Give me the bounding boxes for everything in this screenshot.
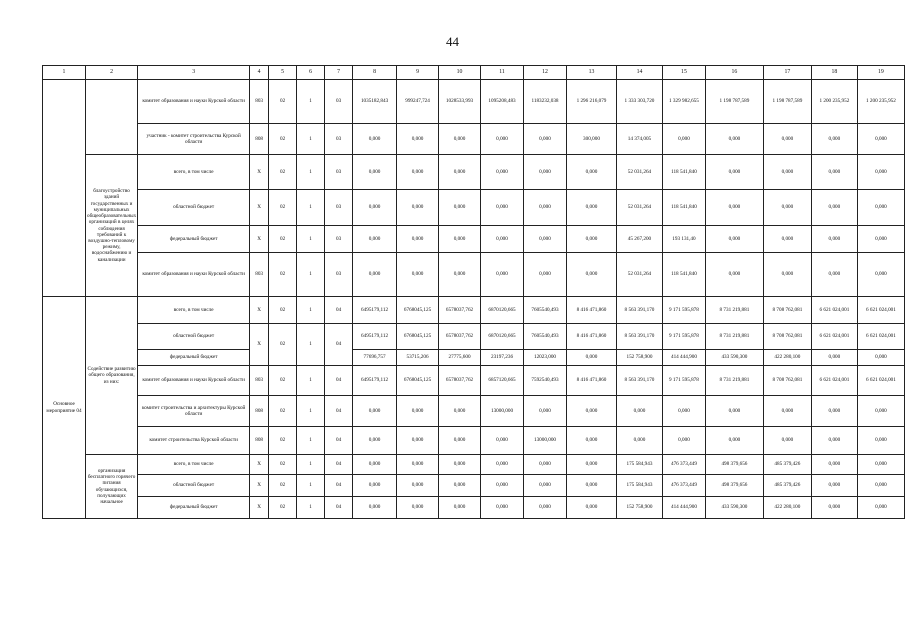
value-cell: 0,000 [439,455,481,475]
table-row [43,190,905,226]
table-row [43,366,905,396]
table-row [43,226,905,253]
code-cell: Х [250,226,269,253]
header-cell: 13 [566,66,616,80]
value-cell: 8 708 762,081 [763,366,811,396]
value-cell: 9 171 595,878 [662,324,705,350]
main-event-label: Основное мероприятие 04 [43,297,86,519]
value-cell: 0,000 [857,190,904,226]
code-cell: 808 [250,124,269,155]
table-row [43,396,905,427]
value-cell: 152 758,900 [616,497,662,519]
value-cell: 0,000 [397,455,439,475]
value-cell: 14 374,005 [616,124,662,155]
value-cell: 999247,724 [397,80,439,124]
code-cell: 1 [297,366,325,396]
code-cell: 03 [325,253,353,297]
value-cell: 0,000 [811,253,857,297]
row-label: участник - комитет строительства Курской области [138,124,250,155]
value-cell: 13000,000 [524,427,567,455]
value-cell: 0,000 [481,226,524,253]
value-cell: 8 731 219,881 [705,324,763,350]
code-cell: 1 [297,124,325,155]
value-cell: 0,000 [857,427,904,455]
value-cell: 8 563 391,170 [616,366,662,396]
header-cell: 8 [353,66,397,80]
code-cell: 02 [269,253,297,297]
value-cell: 0,000 [811,455,857,475]
code-cell: 1 [297,427,325,455]
value-cell: 0,000 [811,396,857,427]
code-cell: 04 [325,475,353,497]
value-cell: 6578037,762 [439,297,481,324]
value-cell: 8 563 391,170 [616,324,662,350]
header-cell: 1 [43,66,86,80]
value-cell: 0,000 [566,226,616,253]
table-row [43,324,905,350]
code-cell: 808 [250,396,269,427]
table-row [43,80,905,124]
value-cell: 6 621 024,001 [857,366,904,396]
code-cell: 03 [325,124,353,155]
value-cell: 0,000 [353,226,397,253]
value-cell: 0,000 [763,155,811,190]
value-cell: 6 621 024,001 [857,324,904,350]
code-cell: Х [250,475,269,497]
header-cell: 3 [138,66,250,80]
value-cell: 0,000 [857,124,904,155]
row-label: всего, в том числе [138,297,250,324]
code-cell: 803 [250,80,269,124]
row-label: областной бюджет [138,475,250,497]
code-cell: 803 [250,253,269,297]
value-cell: 1183232,038 [524,80,567,124]
value-cell: 6495179,112 [353,297,397,324]
value-cell: 193 131,40 [662,226,705,253]
row-label: областной бюджет [138,190,250,226]
value-cell: 0,000 [705,427,763,455]
table-row [43,253,905,297]
value-cell: 0,000 [705,190,763,226]
value-cell: 0,000 [857,155,904,190]
value-cell: 13000,000 [481,396,524,427]
value-cell: 0,000 [397,497,439,519]
code-cell: Х [250,190,269,226]
value-cell: 0,000 [524,475,567,497]
value-cell: 1035182,843 [353,80,397,124]
code-cell: Х [250,455,269,475]
value-cell: 52 031,264 [616,190,662,226]
value-cell: 485 379,426 [763,455,811,475]
value-cell: 8 708 762,081 [763,297,811,324]
value-cell: 0,000 [481,427,524,455]
code-cell: 02 [269,366,297,396]
value-cell: 0,000 [439,226,481,253]
value-cell: 52 031,264 [616,155,662,190]
value-cell: 0,000 [353,155,397,190]
value-cell: 0,000 [811,155,857,190]
value-cell: 52 031,264 [616,253,662,297]
budget-table [42,65,905,519]
code-cell: 02 [269,297,297,324]
value-cell: 0,000 [397,475,439,497]
header-cell: 5 [269,66,297,80]
value-cell: 0,000 [397,226,439,253]
value-cell: 0,000 [857,350,904,366]
code-cell: 02 [269,190,297,226]
value-cell: 0,000 [566,455,616,475]
value-cell: 6495179,112 [353,366,397,396]
table-row [43,475,905,497]
value-cell: 0,000 [397,396,439,427]
code-cell: 1 [297,324,325,366]
value-cell: 0,000 [353,497,397,519]
table-row [43,297,905,324]
header-cell: 11 [481,66,524,80]
value-cell: 23197,236 [481,350,524,366]
row-label: всего, в том числе [138,155,250,190]
value-cell: 0,000 [481,455,524,475]
header-cell: 10 [439,66,481,80]
value-cell: 0,000 [811,226,857,253]
value-cell: 0,000 [811,427,857,455]
value-cell: 485 379,426 [763,475,811,497]
value-cell: 0,000 [857,475,904,497]
value-cell: 53715,206 [397,350,439,366]
value-cell: 0,000 [566,253,616,297]
code-cell: 04 [325,396,353,427]
code-cell: Х [250,324,269,366]
value-cell: 6768045,125 [397,324,439,350]
value-cell: 0,000 [566,155,616,190]
value-cell: 0,000 [439,396,481,427]
value-cell: 1095208,483 [481,80,524,124]
value-cell: 0,000 [705,124,763,155]
code-cell: 1 [297,190,325,226]
code-cell: 04 [325,455,353,475]
row-label: комитет образования и науки Курской области [138,80,250,124]
value-cell: 6578037,762 [439,324,481,350]
value-cell: 300,000 [566,124,616,155]
code-cell: 02 [269,80,297,124]
value-cell: 0,000 [566,190,616,226]
value-cell: 0,000 [857,455,904,475]
blag-label: благоустройство зданий государственных и муниципальных общеобразовательных организаций в целях соблюдения требований к воздушно-тепловому режиму, водоснабжению и канализации [85,155,137,297]
header-cell: 18 [811,66,857,80]
col2-empty [85,80,137,155]
value-cell: 6 621 024,001 [857,297,904,324]
value-cell: 1028533,993 [439,80,481,124]
header-cell: 4 [250,66,269,80]
value-cell: 0,000 [763,124,811,155]
value-cell: 0,000 [705,396,763,427]
code-cell: Х [250,155,269,190]
value-cell: 0,000 [397,190,439,226]
value-cell: 9 171 595,878 [662,297,705,324]
sodeystvie-label: Содействие развитию общего образования, из них: [85,297,137,455]
value-cell: 175 584,943 [616,455,662,475]
value-cell: 77696,757 [353,350,397,366]
table-row [43,455,905,475]
value-cell: 0,000 [662,124,705,155]
value-cell: 0,000 [763,226,811,253]
organization-label: организация бесплатного горячего питания обучающихся, получающих начальное [85,455,137,519]
code-cell: 803 [250,366,269,396]
value-cell: 0,000 [524,190,567,226]
value-cell: 498 379,656 [705,455,763,475]
code-cell: 03 [325,80,353,124]
value-cell: 0,000 [397,155,439,190]
value-cell: 0,000 [616,396,662,427]
value-cell: 0,000 [439,253,481,297]
value-cell: 0,000 [857,497,904,519]
value-cell: 0,000 [566,497,616,519]
value-cell: 6768045,125 [397,366,439,396]
value-cell: 0,000 [439,475,481,497]
code-cell: 02 [269,455,297,475]
value-cell: 9 171 595,878 [662,366,705,396]
code-cell: 1 [297,226,325,253]
value-cell: 0,000 [481,155,524,190]
value-cell: 1 329 982,655 [662,80,705,124]
value-cell: 118 541,840 [662,155,705,190]
value-cell: 8 708 762,081 [763,324,811,350]
value-cell: 6870120,665 [481,324,524,350]
value-cell: 0,000 [524,396,567,427]
value-cell: 12023,000 [524,350,567,366]
value-cell: 0,000 [857,253,904,297]
code-cell: 02 [269,226,297,253]
header-cell: 6 [297,66,325,80]
value-cell: 8 416 471,860 [566,366,616,396]
table-row [43,350,905,366]
value-cell: 8 731 219,881 [705,297,763,324]
header-cell: 9 [397,66,439,80]
code-cell: 02 [269,396,297,427]
value-cell: 0,000 [353,427,397,455]
row-label: комитет образования и науки Курской области [138,366,250,396]
code-cell: Х [250,297,269,324]
value-cell: 0,000 [763,427,811,455]
row-label: комитет строительства и архитектуры Курской области [138,396,250,427]
value-cell: 0,000 [439,427,481,455]
code-cell: 02 [269,475,297,497]
value-cell: 414 444,900 [662,497,705,519]
value-cell: 0,000 [524,155,567,190]
value-cell: 0,000 [439,497,481,519]
row-label: всего, в том числе [138,455,250,475]
page-number: 44 [446,34,459,49]
value-cell: 0,000 [811,190,857,226]
table-row [43,155,905,190]
value-cell: 6 621 024,001 [811,324,857,350]
header-cell: 16 [705,66,763,80]
value-cell: 1 333 303,720 [616,80,662,124]
value-cell: 0,000 [353,190,397,226]
code-cell: 04 [325,297,353,324]
value-cell: 8 416 471,860 [566,297,616,324]
code-cell: 02 [269,427,297,455]
value-cell: 0,000 [705,253,763,297]
value-cell: 0,000 [524,124,567,155]
value-cell: 0,000 [353,124,397,155]
code-cell: 1 [297,396,325,427]
value-cell: 0,000 [524,253,567,297]
header-cell: 15 [662,66,705,80]
header-cell: 14 [616,66,662,80]
value-cell: 0,000 [811,475,857,497]
value-cell: 0,000 [763,396,811,427]
value-cell: 118 541,840 [662,253,705,297]
value-cell: 175 584,943 [616,475,662,497]
value-cell: 0,000 [397,124,439,155]
code-cell: 1 [297,155,325,190]
header-cell: 7 [325,66,353,80]
value-cell: 0,000 [857,396,904,427]
value-cell: 7605540,493 [524,297,567,324]
header-cell: 2 [85,66,137,80]
value-cell: 0,000 [662,396,705,427]
code-cell: 04 [325,497,353,519]
value-cell: 0,000 [439,190,481,226]
value-cell: 0,000 [524,226,567,253]
table-row [43,497,905,519]
code-cell: 02 [269,155,297,190]
code-cell: 03 [325,155,353,190]
code-cell: 1 [297,497,325,519]
value-cell: 0,000 [397,427,439,455]
value-cell: 0,000 [811,124,857,155]
row-label: федеральный бюджет [138,226,250,253]
value-cell: 6578037,762 [439,366,481,396]
table-row [43,124,905,155]
value-cell: 0,000 [705,155,763,190]
value-cell: 0,000 [566,396,616,427]
value-cell: 8 563 391,170 [616,297,662,324]
value-cell: 0,000 [481,497,524,519]
value-cell: 6 621 024,001 [811,366,857,396]
code-cell: Х [250,497,269,519]
value-cell: 0,000 [353,253,397,297]
header-cell: 12 [524,66,567,80]
value-cell: 1 200 235,952 [811,80,857,124]
code-cell: 1 [297,455,325,475]
value-cell: 6 621 024,001 [811,297,857,324]
value-cell: 0,000 [481,253,524,297]
code-cell: 02 [269,497,297,519]
value-cell: 433 590,300 [705,497,763,519]
value-cell: 0,000 [353,396,397,427]
value-cell: 0,000 [353,455,397,475]
value-cell: 0,000 [524,455,567,475]
value-cell: 152 758,900 [616,350,662,366]
value-cell: 0,000 [481,124,524,155]
value-cell: 422 280,100 [763,497,811,519]
row-label: комитет образования и науки Курской области [138,253,250,297]
code-cell: 04 [325,366,353,396]
value-cell: 6495179,112 [353,324,397,350]
value-cell: 0,000 [811,350,857,366]
value-cell: 0,000 [705,226,763,253]
code-cell: 1 [297,80,325,124]
value-cell: 1 200 235,952 [857,80,904,124]
code-cell: 1 [297,253,325,297]
code-cell: 03 [325,226,353,253]
value-cell: 0,000 [857,226,904,253]
value-cell: 0,000 [397,253,439,297]
code-cell: 04 [325,324,353,366]
value-cell: 1 296 216,079 [566,80,616,124]
value-cell: 0,000 [353,475,397,497]
value-cell: 6768045,125 [397,297,439,324]
value-cell: 433 590,300 [705,350,763,366]
row-label: комитет строительства Курской области [138,427,250,455]
value-cell: 0,000 [763,253,811,297]
value-cell: 6857120,665 [481,366,524,396]
value-cell: 7592540,493 [524,366,567,396]
col1-empty [43,80,86,297]
value-cell: 0,000 [524,497,567,519]
value-cell: 8 731 219,881 [705,366,763,396]
code-cell: 1 [297,475,325,497]
value-cell: 498 379,656 [705,475,763,497]
value-cell: 1 198 787,589 [763,80,811,124]
header-row [43,66,905,80]
header-cell: 19 [857,66,904,80]
code-cell: 808 [250,427,269,455]
value-cell: 0,000 [566,350,616,366]
code-cell: 03 [325,190,353,226]
value-cell: 476 373,449 [662,475,705,497]
value-cell: 8 416 471,860 [566,324,616,350]
value-cell: 0,000 [439,124,481,155]
code-cell: 02 [269,124,297,155]
code-cell: 1 [297,297,325,324]
value-cell: 118 541,840 [662,190,705,226]
value-cell: 7605540,493 [524,324,567,350]
value-cell: 476 373,449 [662,455,705,475]
value-cell: 0,000 [481,190,524,226]
value-cell: 0,000 [481,475,524,497]
code-cell: 02 [269,324,297,366]
value-cell: 27775,600 [439,350,481,366]
value-cell: 0,000 [763,190,811,226]
code-cell: 04 [325,427,353,455]
value-cell: 45 267,200 [616,226,662,253]
value-cell: 6870120,665 [481,297,524,324]
header-cell: 17 [763,66,811,80]
row-label: федеральный бюджет [138,350,250,366]
value-cell: 0,000 [566,475,616,497]
row-label: областной бюджет [138,324,250,350]
row-label: федеральный бюджет [138,497,250,519]
value-cell: 0,000 [566,427,616,455]
value-cell: 1 198 787,589 [705,80,763,124]
value-cell: 414 444,900 [662,350,705,366]
value-cell: 422 280,100 [763,350,811,366]
value-cell: 0,000 [616,427,662,455]
value-cell: 0,000 [662,427,705,455]
table-row [43,427,905,455]
value-cell: 0,000 [439,155,481,190]
value-cell: 0,000 [811,497,857,519]
